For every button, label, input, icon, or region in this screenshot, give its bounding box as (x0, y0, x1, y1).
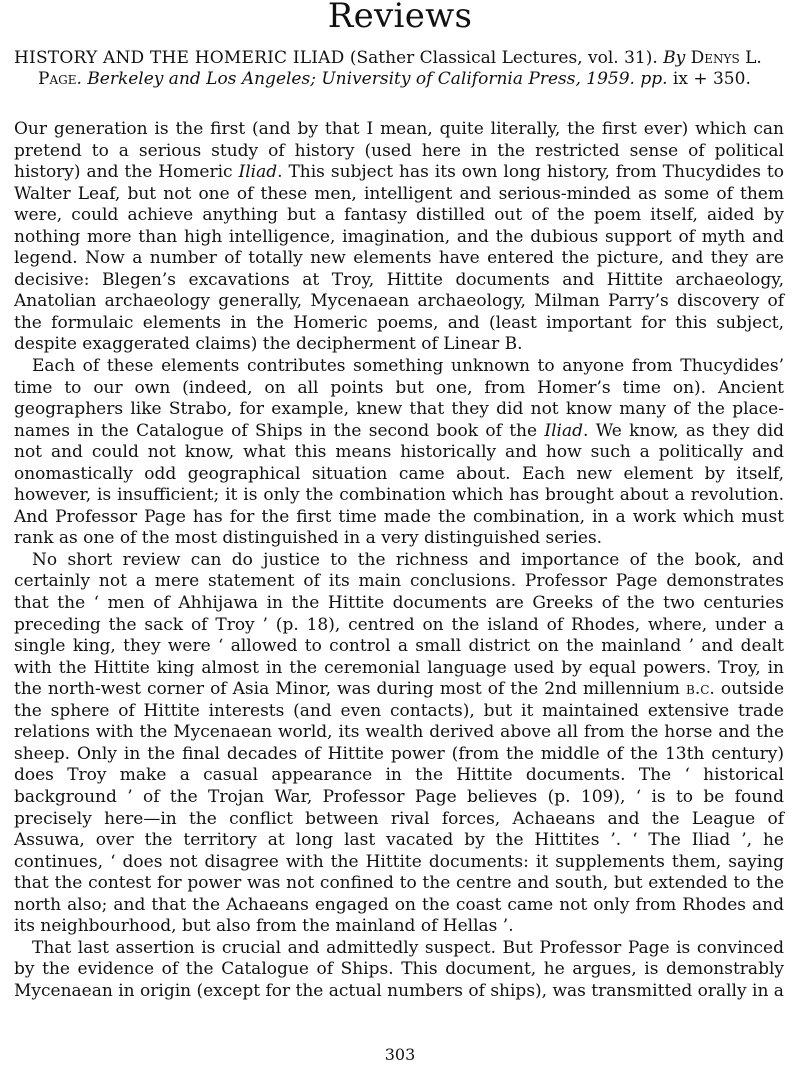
paragraph-3-text-b: outside the sphere of Hittite interests (and even contacts), but it maintained extensive trade relations with the Mycenaean world, its wealth derived above all from the horse and the sheep. Only in the final decades of Hittite power (from the middle of the 13th century) does Troy make a casual appearance in the Hittite documents. The ‘ historical background ’ of the Trojan War, Professor Page believes (p. 109), ‘ is to be found precisely here—in the conflict between rival forces, Achaeans and the League of Assuwa, over the territory at long last vacated by the Hittites ’. ‘ The Iliad ’, he continues, ‘ does not disagree with the Hittite documents: it supplements them, saying that the contest for power was not confined to the centre and south, but extended to the north also; and that the Achaeans engaged on the coast came not only from Rhodes and its neighbourhood, but also from the mainland of Hellas ’. (14, 679, 784, 937)
iliad-title: Iliad (544, 420, 583, 441)
publisher-imprint: . Berkeley and Los Angeles; University of California Press, 1959. pp. (76, 69, 668, 89)
page-count: ix + 350. (667, 69, 751, 89)
section-title: Reviews (327, 0, 473, 36)
by-label: By (663, 48, 691, 68)
paragraph-4-text-a: That last assertion is crucial and admittedly suspect. But Professor Page is convinced by the evidence of the Catalogue of Ships. This document, he argues, is demonstrably Mycenaean in origin (except for the actual numbers of ships), was transmitted orally in a (14, 937, 784, 1001)
paragraph-2 (14, 356, 784, 550)
book-title: HISTORY AND THE HOMERIC ILIAD (14, 48, 345, 68)
series-info: (Sather Classical Lectures, vol. 31). (344, 48, 664, 68)
paragraph-3 (14, 550, 784, 938)
paragraph-2-text-a: Each of these elements contributes something unknown to anyone from Thucydides’ time to our own (indeed, on all points but one, from Homer’s time on). Ancient geographers like Strabo, for example, knew that they did not know many of the place-names in the Catalogue of Ships in the second book of the (14, 356, 784, 441)
review-body (14, 119, 784, 1002)
iliad-title: Iliad (238, 162, 278, 183)
page-number: 303 (384, 1045, 416, 1064)
book-citation (14, 48, 784, 90)
paragraph-4 (14, 938, 784, 1003)
author-name: Denys L. Page (38, 48, 762, 89)
paragraph-3-text-a: No short review can do justice to the richness and importance of the book, and certainly not a mere statement of its main conclusions. Professor Page demonstrates that the ‘ men of Ahhijawa in the Hittite documents are Greeks of the two centuries preceding the sack of Troy ’ (p. 18), centred on the island of Rhodes, where, under a single king, they were ‘ allowed to control a small district on the mainland ’ and dealt with the Hittite king almost in the ceremonial language used by equal powers. Troy, in the north-west corner of Asia Minor, was during most of the 2nd millennium (14, 549, 784, 700)
era-abbreviation: b.c. (686, 679, 715, 700)
paragraph-1 (14, 119, 784, 356)
paragraph-1-text-b: . This subject has its own long history, from Thucydides to Walter Leaf, but not one of these men, intelligent and serious-minded as some of them were, could achieve anything but a fantasy distilled out of the poem itself, aided by nothing more than high intelligence, imagination, and the dubious support of myth and legend. Now a number of totally new elements have entered the picture, and they are decisive: Blegen’s excavations at Troy, Hittite documents and Hittite archaeology, Anatolian archaeology generally, Mycenaean archaeology, Milman Parry’s discovery of the formulaic elements in the Homeric poems, and (least important for this subject, despite exaggerated claims) the decipherment of Linear B. (14, 162, 784, 355)
paragraph-1-text-a: Our generation is the first (and by that I mean, quite literally, the first ever) which can pretend to a serious study of history (used here in the restricted sense of political history) and the Homeric (14, 119, 784, 183)
paragraph-2-text-b: . We know, as they did not and could not know, what this means historically and how such a politically and onomastically odd geographical situation came about. Each new element by itself, however, is insufficient; it is only the combination which has brought about a revolution. And Professor Page has for the first time made the combination, in a work which must rank as one of the most distinguished in a very distinguished series. (14, 420, 785, 549)
